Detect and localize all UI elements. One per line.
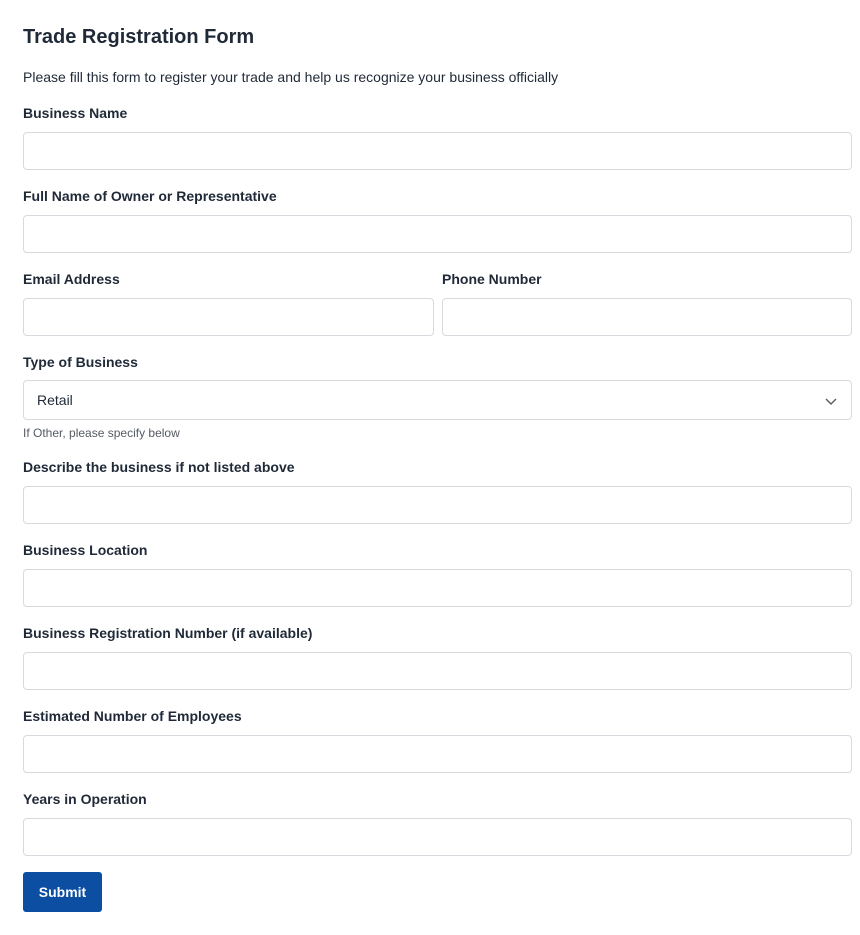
- form-title: Trade Registration Form: [23, 26, 255, 48]
- email-label: Email Address: [23, 271, 120, 287]
- employees-label: Estimated Number of Employees: [23, 708, 242, 724]
- years-input[interactable]: [23, 818, 852, 856]
- business-type-selected-value: Retail: [37, 392, 73, 408]
- business-name-label: Business Name: [23, 105, 128, 121]
- phone-field[interactable]: [442, 298, 852, 336]
- years-label: Years in Operation: [23, 791, 147, 807]
- business-type-label: Type of Business: [23, 354, 138, 370]
- submit-button[interactable]: Submit: [23, 872, 102, 912]
- location-label: Business Location: [23, 542, 148, 558]
- email-field[interactable]: [23, 298, 434, 336]
- phone-label: Phone Number: [442, 271, 542, 287]
- owner-name-label: Full Name of Owner or Representative: [23, 188, 277, 204]
- owner-name-input[interactable]: [23, 215, 852, 253]
- registration-number-label: Business Registration Number (if available): [23, 625, 313, 641]
- business-type-help: If Other, please specify below: [23, 426, 180, 440]
- location-input[interactable]: [23, 569, 852, 607]
- employees-input[interactable]: [23, 735, 852, 773]
- chevron-down-icon: [825, 395, 837, 407]
- business-description-label: Describe the business if not listed above: [23, 459, 295, 475]
- form-description: Please fill this form to register your trade and help us recognize your business officially: [23, 69, 559, 85]
- business-description-input[interactable]: [23, 486, 852, 524]
- registration-number-input[interactable]: [23, 652, 852, 690]
- business-type-select[interactable]: [23, 380, 852, 420]
- business-name-input[interactable]: [23, 132, 852, 170]
